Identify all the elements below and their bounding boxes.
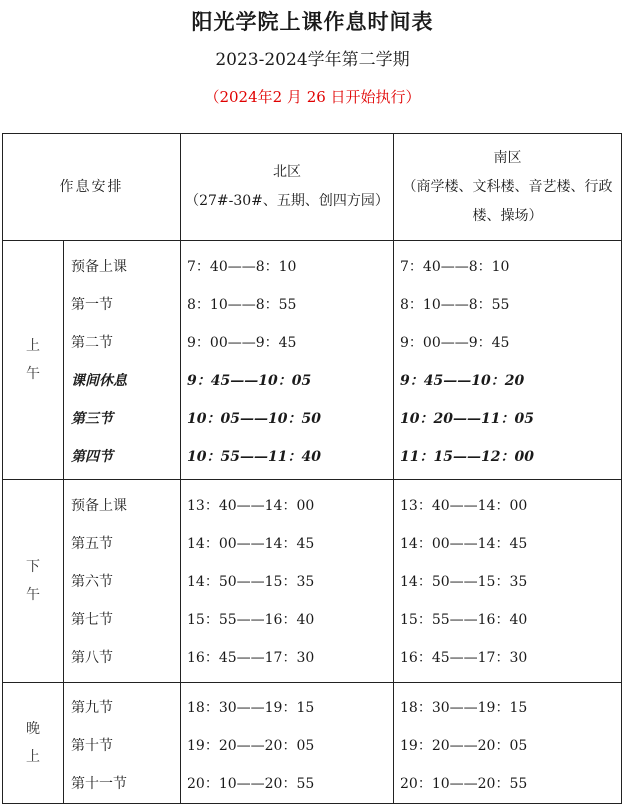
north-time: 19：20——20：05 <box>187 738 315 754</box>
south-time: 7：40——8：10 <box>400 259 510 275</box>
north-time: 15：55——16：40 <box>187 612 315 628</box>
south-time: 18：30——19：15 <box>400 700 528 716</box>
south-times-morning <box>394 241 622 480</box>
semester-subtitle: 2023-2024学年第二学期 <box>215 50 410 70</box>
north-time: 16：45——17：30 <box>187 650 315 666</box>
south-time: 19：20——20：05 <box>400 738 528 754</box>
session-names-afternoon <box>64 480 181 683</box>
south-time: 20：10——20：55 <box>400 776 528 792</box>
north-time: 10：55——11：40 <box>187 449 321 465</box>
south-time: 10：20——11：05 <box>400 411 534 427</box>
south-time: 8：10——8：55 <box>400 297 510 313</box>
north-time: 9：45——10：05 <box>187 373 312 389</box>
south-time: 16：45——17：30 <box>400 650 528 666</box>
effective-date-note: （2024年2 月 26 日开始执行） <box>204 88 421 106</box>
north-campus-name: 北区 <box>273 164 301 180</box>
north-times-evening <box>181 683 394 804</box>
session-names-morning <box>64 241 181 480</box>
session-name: 预备上课 <box>71 259 127 275</box>
session-name: 预备上课 <box>71 498 127 514</box>
south-times-afternoon <box>394 480 622 683</box>
period-text: 下午 <box>26 559 40 603</box>
session-name: 第六节 <box>71 574 113 590</box>
session-name: 第十一节 <box>71 776 127 792</box>
header-row <box>3 134 622 241</box>
north-time: 8：10——8：55 <box>187 297 297 313</box>
session-names-evening <box>64 683 181 804</box>
morning-group <box>3 241 622 480</box>
afternoon-group <box>3 480 622 683</box>
session-name: 第八节 <box>71 650 113 666</box>
session-name: 课间休息 <box>71 373 127 389</box>
south-time: 14：00——14：45 <box>400 536 528 552</box>
session-name: 第四节 <box>71 449 113 465</box>
session-name: 第二节 <box>71 335 113 351</box>
south-time: 15：55——16：40 <box>400 612 528 628</box>
north-campus-buildings: （27#-30#、五期、创四方园） <box>185 193 389 209</box>
north-time: 10：05——10：50 <box>187 411 321 427</box>
north-time: 20：10——20：55 <box>187 776 315 792</box>
south-time: 11：15——12：00 <box>400 449 534 465</box>
period-label-morning <box>3 241 64 480</box>
south-times-evening <box>394 683 622 804</box>
north-time: 9：00——9：45 <box>187 335 297 351</box>
south-campus-buildings: （商学楼、文科楼、音艺楼、行政楼、操场） <box>402 178 613 224</box>
evening-group <box>3 683 622 804</box>
page-title: 阳光学院上课作息时间表 <box>191 9 434 34</box>
session-name: 第七节 <box>71 612 113 628</box>
session-name: 第一节 <box>71 297 113 313</box>
south-campus-name: 南区 <box>493 149 522 166</box>
south-time: 9：45——10：20 <box>400 373 525 389</box>
period-text: 晚上 <box>26 721 40 765</box>
period-text: 上午 <box>26 338 40 382</box>
south-time: 14：50——15：35 <box>400 574 528 590</box>
period-label-afternoon <box>3 480 64 683</box>
north-time: 18：30——19：15 <box>187 700 315 716</box>
south-campus-header <box>394 134 622 241</box>
session-name: 第十节 <box>71 738 113 754</box>
schedule-label-header: 作息安排 <box>3 134 181 241</box>
north-time: 13：40——14：00 <box>187 498 315 514</box>
session-name: 第三节 <box>71 411 113 427</box>
schedule-table <box>2 133 622 804</box>
north-time: 7：40——8：10 <box>187 259 297 275</box>
north-time: 14：50——15：35 <box>187 574 315 590</box>
period-label-evening <box>3 683 64 804</box>
session-name: 第五节 <box>71 536 113 552</box>
south-time: 9：00——9：45 <box>400 335 510 351</box>
north-campus-header <box>181 134 394 241</box>
north-times-afternoon <box>181 480 394 683</box>
south-time: 13：40——14：00 <box>400 498 528 514</box>
north-time: 14：00——14：45 <box>187 536 315 552</box>
north-times-morning <box>181 241 394 480</box>
session-name: 第九节 <box>71 700 113 716</box>
